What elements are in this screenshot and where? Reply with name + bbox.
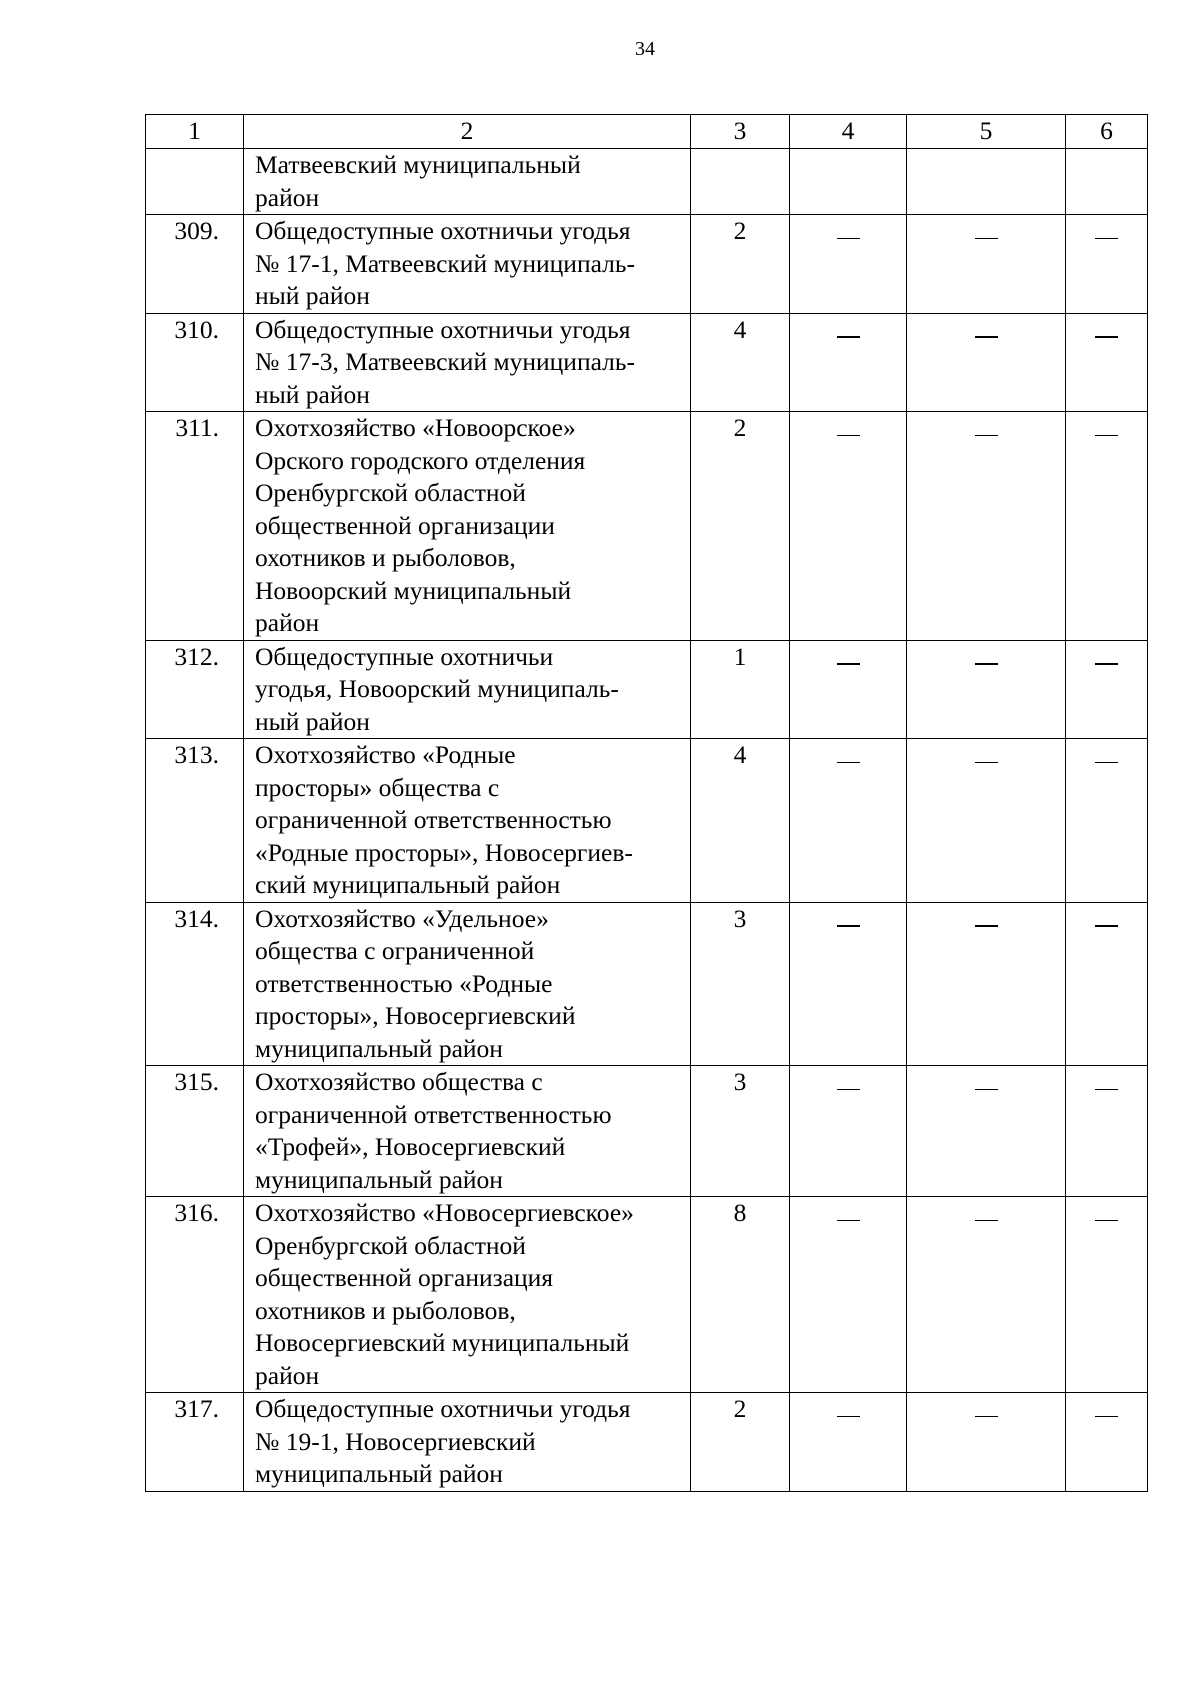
- dash-mark: [1095, 663, 1118, 665]
- row-number-cell: 310.: [146, 313, 244, 412]
- dash-mark: [1095, 762, 1118, 764]
- row-name-line: Общедоступные охотничьи угодья: [255, 1394, 631, 1423]
- row-col6-cell: [1066, 739, 1148, 903]
- dash-mark: [975, 762, 998, 764]
- row-name-line: Оренбургской областной: [255, 1230, 526, 1260]
- row-name-line: ный район: [255, 281, 370, 310]
- row-number-cell: 313.: [146, 739, 244, 903]
- row-col6-cell: [1066, 902, 1148, 1066]
- row-name-line: муниципальный район: [255, 1164, 503, 1194]
- dash-mark: [975, 435, 998, 437]
- row-name-cell: [244, 412, 691, 641]
- row-col3-cell: 2: [691, 215, 790, 314]
- row-name-line: № 19-1, Новосергиевский: [255, 1426, 536, 1456]
- table-row-continuation: [146, 149, 1148, 215]
- row-col5-cell: [907, 412, 1066, 641]
- row-name-cell: [244, 149, 691, 215]
- row-number-cell: 317.: [146, 1393, 244, 1492]
- row-name-line: общества с ограниченной: [255, 936, 535, 965]
- row-name-line: охотников и рыболовов,: [255, 543, 516, 572]
- dash-mark: [1095, 1089, 1118, 1091]
- row-name-cell: [244, 215, 691, 314]
- dash-mark: [837, 1089, 860, 1091]
- dash-mark: [837, 336, 860, 338]
- row-name-line: № 17-1, Матвеевский муниципаль-: [255, 248, 635, 278]
- row-col6-cell: [1066, 1066, 1148, 1197]
- row-name-line: муниципальный район: [255, 1033, 503, 1063]
- row-name-line: Охотхозяйство «Удельное»: [255, 903, 549, 933]
- row-col5-cell: [907, 1393, 1066, 1492]
- page-number: 34: [635, 38, 655, 60]
- hunting-grounds-table: [145, 114, 1148, 1492]
- row-number-cell: 309.: [146, 215, 244, 314]
- row-name-line: Охотхозяйство «Новоорское»: [255, 413, 576, 442]
- row-name-line: ограниченной ответственностью: [255, 1099, 612, 1129]
- dash-mark: [1095, 238, 1118, 240]
- row-name-line: ский муниципальный район: [255, 870, 561, 899]
- row-col6-cell: [1066, 640, 1148, 739]
- row-name-line: № 17-3, Матвеевский муниципаль-: [255, 347, 635, 376]
- row-number-cell: 311.: [146, 412, 244, 641]
- table-row: [146, 313, 1148, 412]
- row-name-line: Охотхозяйство «Новосергиевское»: [255, 1198, 634, 1227]
- dash-mark: [1095, 336, 1118, 338]
- row-name-line: район: [255, 1360, 320, 1390]
- row-col5-cell: [907, 215, 1066, 314]
- row-number-cell: 312.: [146, 640, 244, 739]
- row-col4-cell: [790, 1066, 907, 1197]
- row-col6-cell: [1066, 1393, 1148, 1492]
- row-col3-cell: 1: [691, 640, 790, 739]
- row-col4-cell: [790, 1197, 907, 1393]
- row-col3-cell: 4: [691, 739, 790, 903]
- dash-mark: [975, 1089, 998, 1091]
- row-name-cell: [244, 1393, 691, 1492]
- row-col3-cell: 3: [691, 1066, 790, 1197]
- column-header-3: 3: [691, 115, 790, 149]
- row-col4-cell: [790, 902, 907, 1066]
- column-header-1: 1: [146, 115, 244, 149]
- dash-mark: [1095, 1220, 1118, 1222]
- row-col4-cell: [790, 1393, 907, 1492]
- row-col4-cell: [790, 215, 907, 314]
- dash-mark: [1095, 1416, 1118, 1418]
- dash-mark: [837, 762, 860, 764]
- column-header-5: 5: [907, 115, 1066, 149]
- table-row: [146, 412, 1148, 641]
- row-name-cell: [244, 902, 691, 1066]
- dash-mark: [837, 435, 860, 437]
- dash-mark: [837, 1220, 860, 1222]
- dash-mark: [1095, 925, 1118, 927]
- row-name-line: просторы», Новосергиевский: [255, 1001, 576, 1030]
- row-col5-cell: [907, 1066, 1066, 1197]
- row-col6-cell: [1066, 412, 1148, 641]
- table-row: [146, 1393, 1148, 1492]
- row-name-line: Общедоступные охотничьи угодья: [255, 216, 631, 245]
- column-header-4: 4: [790, 115, 907, 149]
- dash-mark: [975, 238, 998, 240]
- row-name-line: Орского городского отделения: [255, 445, 586, 475]
- row-name-line: общественной организации: [255, 510, 555, 540]
- row-col4-cell: [790, 739, 907, 903]
- row-name-cell: [244, 640, 691, 739]
- row-name-cell: [244, 1197, 691, 1393]
- row-number-cell: [146, 149, 244, 215]
- row-col4-cell: [790, 640, 907, 739]
- table-body: [146, 115, 1148, 1492]
- row-col5-cell: [907, 149, 1066, 215]
- dash-mark: [837, 238, 860, 240]
- row-name-line: «Родные просторы», Новосергиев-: [255, 837, 633, 867]
- row-col6-cell: [1066, 313, 1148, 412]
- row-name-line: Новоорский муниципальный: [255, 575, 572, 605]
- row-name-line: ответственностью «Родные: [255, 968, 553, 998]
- dash-mark: [975, 1220, 998, 1222]
- table-header-row: [146, 115, 1148, 149]
- row-name-line: ный район: [255, 706, 370, 736]
- table-row: [146, 1197, 1148, 1393]
- row-col3-cell: 2: [691, 1393, 790, 1492]
- row-col6-cell: [1066, 215, 1148, 314]
- dash-mark: [837, 925, 860, 927]
- row-name-line: Матвеевский муниципальный: [255, 150, 581, 179]
- row-name-cell: [244, 739, 691, 903]
- row-name-line: район: [255, 182, 320, 212]
- row-col5-cell: [907, 902, 1066, 1066]
- table-row: [146, 902, 1148, 1066]
- row-col5-cell: [907, 1197, 1066, 1393]
- dash-mark: [837, 1416, 860, 1418]
- row-name-cell: [244, 313, 691, 412]
- dash-mark: [975, 663, 998, 665]
- row-number-cell: 314.: [146, 902, 244, 1066]
- dash-mark: [975, 336, 998, 338]
- row-number-cell: 315.: [146, 1066, 244, 1197]
- row-name-line: Охотхозяйство общества с: [255, 1067, 543, 1096]
- row-col6-cell: [1066, 149, 1148, 215]
- row-name-line: охотников и рыболовов,: [255, 1295, 516, 1325]
- row-col5-cell: [907, 640, 1066, 739]
- row-name-line: просторы» общества с: [255, 772, 500, 802]
- table-row: [146, 215, 1148, 314]
- row-name-cell: [244, 1066, 691, 1197]
- dash-mark: [837, 663, 860, 665]
- row-name-line: Общедоступные охотничьи: [255, 641, 554, 671]
- row-col3-cell: 3: [691, 902, 790, 1066]
- row-name-line: Оренбургской областной: [255, 478, 526, 507]
- row-col4-cell: [790, 313, 907, 412]
- row-col4-cell: [790, 149, 907, 215]
- row-number-cell: 316.: [146, 1197, 244, 1393]
- row-name-line: ограниченной ответственностью: [255, 805, 612, 834]
- row-col5-cell: [907, 313, 1066, 412]
- row-name-line: общественной организация: [255, 1263, 554, 1292]
- column-header-2: 2: [244, 115, 691, 149]
- row-name-line: Новосергиевский муниципальный: [255, 1328, 630, 1357]
- row-name-line: муниципальный район: [255, 1459, 503, 1488]
- table-row: [146, 1066, 1148, 1197]
- dash-mark: [975, 1416, 998, 1418]
- row-col6-cell: [1066, 1197, 1148, 1393]
- row-name-line: угодья, Новоорский муниципаль-: [255, 674, 619, 703]
- row-name-line: Общедоступные охотничьи угодья: [255, 314, 631, 344]
- column-header-6: 6: [1066, 115, 1148, 149]
- row-col5-cell: [907, 739, 1066, 903]
- dash-mark: [1095, 435, 1118, 437]
- row-col3-cell: [691, 149, 790, 215]
- row-col4-cell: [790, 412, 907, 641]
- table-row: [146, 640, 1148, 739]
- row-col3-cell: 4: [691, 313, 790, 412]
- row-name-line: «Трофей», Новосергиевский: [255, 1132, 566, 1161]
- row-col3-cell: 8: [691, 1197, 790, 1393]
- row-col3-cell: 2: [691, 412, 790, 641]
- row-name-line: район: [255, 608, 320, 637]
- dash-mark: [975, 925, 998, 927]
- table-row: [146, 739, 1148, 903]
- row-name-line: ный район: [255, 379, 370, 409]
- row-name-line: Охотхозяйство «Родные: [255, 740, 516, 769]
